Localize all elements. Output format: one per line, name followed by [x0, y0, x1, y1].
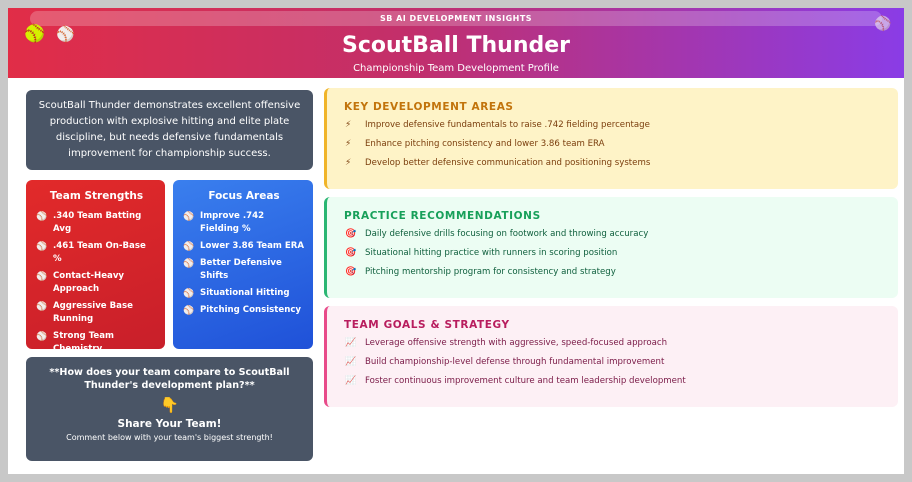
focus-title: Focus Areas — [208, 190, 280, 202]
top-badge: SB AI DEVELOPMENT INSIGHTS — [30, 11, 882, 26]
list-item: ⚾ Lower 3.86 Team ERA — [183, 241, 305, 252]
target-icon: 🎯 — [345, 248, 357, 258]
strengths-card — [26, 180, 165, 354]
list-item: ⚾ Improve .742 Fielding % — [183, 211, 265, 234]
focus-card — [173, 180, 313, 349]
focus-list — [183, 210, 305, 317]
list-item: ⚾ Pitching Consistency — [183, 305, 302, 316]
strengths-list — [36, 210, 157, 356]
list-item: ⚾ Aggressive Base Running — [36, 301, 133, 324]
baseball-icon: ⚾ — [36, 332, 48, 342]
page-title: ScoutBall Thunder — [341, 33, 571, 58]
panel-list — [344, 228, 882, 278]
list-item: 🎯 Pitching mentorship program for consistency and strategy — [345, 267, 616, 277]
list-item: 📈 Leverage offensive strength with aggressive, speed-focused approach — [345, 338, 668, 348]
baseball-icon: ⚾ — [183, 212, 195, 222]
baseball-icon: ⚾ — [36, 302, 48, 312]
list-item: 📈 Build championship-level defense through fundamental improvement — [345, 357, 665, 367]
list-item: 📈 Foster continuous improvement culture and team leadership development — [345, 376, 686, 386]
panel-title: TEAM GOALS & STRATEGY — [344, 319, 510, 331]
list-item: ⚡ Develop better defensive communication and positioning systems — [345, 158, 651, 168]
cta-comment: Comment below with your team's biggest strength! — [66, 433, 273, 442]
panel-title: PRACTICE RECOMMENDATIONS — [344, 210, 541, 222]
baseball-icon: ⚾ — [183, 306, 195, 316]
softball-icon: 🥎 — [24, 24, 46, 44]
lightning-icon: ⚡ — [345, 139, 352, 149]
panel-title: KEY DEVELOPMENT AREAS — [344, 101, 514, 113]
lightning-icon: ⚡ — [345, 158, 352, 168]
baseball-icon: ⚾ — [36, 272, 48, 282]
list-item: ⚾ Strong Team Chemistry — [36, 331, 115, 354]
page-subtitle: Championship Team Development Profile — [353, 63, 559, 74]
chart-icon: 📈 — [345, 338, 357, 348]
summary-text: ScoutBall Thunder demonstrates excellent offensive production with explosive hitting and elite plate discipline, but needs defensive fundamentals improvement for championship success. — [38, 100, 301, 159]
list-item: ⚾ Situational Hitting — [183, 288, 290, 299]
goals-panel — [324, 306, 898, 407]
list-item: ⚡ Improve defensive fundamentals to raise .742 fielding percentage — [345, 120, 650, 130]
list-item: 🎯 Daily defensive drills focusing on footwork and throwing accuracy — [345, 229, 649, 239]
strengths-title: Team Strengths — [49, 190, 144, 202]
practice-panel — [324, 197, 898, 298]
baseball-icon: ⚾ — [56, 25, 75, 43]
key-development-panel — [324, 88, 898, 189]
list-item: ⚾ Better Defensive Shifts — [183, 258, 282, 281]
baseball-icon: ⚾ — [36, 242, 48, 252]
lightning-icon: ⚡ — [345, 120, 352, 130]
list-item: 🎯 Situational hitting practice with runners in scoring position — [345, 248, 618, 258]
pointing-down-icon: 👇 — [160, 396, 179, 414]
baseball-icon: ⚾ — [36, 212, 48, 222]
baseball-icon: ⚾ — [183, 259, 195, 269]
cta-question: **How does your team compare to ScoutBall Thunder's development plan?** — [49, 367, 290, 391]
baseball-icon: ⚾ — [183, 289, 195, 299]
page-frame — [8, 8, 904, 474]
header-banner — [8, 8, 904, 78]
summary-card — [26, 90, 313, 170]
list-item: ⚾ Contact-Heavy Approach — [36, 271, 125, 294]
panel-list — [344, 337, 882, 387]
cta-card — [26, 357, 313, 461]
chart-icon: 📈 — [345, 376, 357, 386]
target-icon: 🎯 — [345, 229, 357, 239]
cta-share-title: Share Your Team! — [117, 418, 222, 430]
target-icon: 🎯 — [345, 267, 357, 277]
baseball-icon: ⚾ — [874, 16, 892, 32]
list-item: ⚾ .461 Team On-Base % — [36, 241, 146, 264]
panel-list — [344, 119, 882, 169]
list-item: ⚾ .340 Team Batting Avg — [36, 211, 142, 234]
baseball-icon: ⚾ — [183, 242, 195, 252]
chart-icon: 📈 — [345, 357, 357, 367]
list-item: ⚡ Enhance pitching consistency and lower 3.86 team ERA — [345, 139, 605, 149]
